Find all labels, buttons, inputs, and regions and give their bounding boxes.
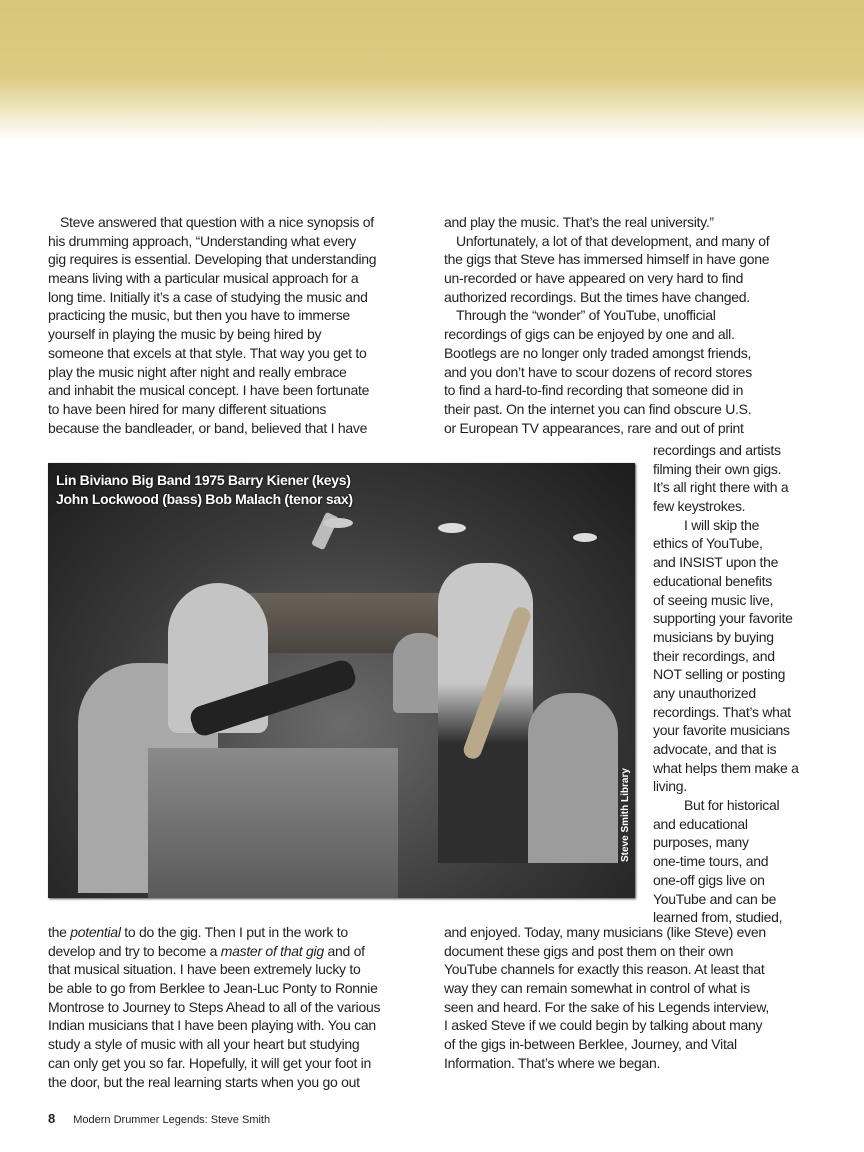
text-line: Steve answered that question with a nice synopsis of [60, 214, 374, 230]
text-line: Unfortunately, a lot of that development, and many of [456, 232, 770, 249]
text-line: his drumming approach, “Understanding what every [48, 232, 356, 249]
text-line: Bootlegs are no longer only traded amongst friends, [444, 344, 752, 361]
text-line: and inhabit the musical concept. I have been fortunate [48, 382, 370, 399]
text-line: their recordings, and [653, 647, 775, 664]
text-line: NOT selling or posting [653, 666, 786, 683]
band-photo [48, 463, 635, 898]
text-line: of the gigs in-between Berklee, Journey, and Vital [444, 1036, 737, 1053]
page-footer [48, 1111, 270, 1126]
text-line: recordings and artists [653, 442, 781, 458]
text-line: to have been hired for many different situations [48, 400, 327, 417]
text-line: But for historical [684, 797, 780, 814]
text-line: the door, but the real learning starts when you go out [48, 1073, 360, 1090]
text-line: one-off gigs live on [653, 871, 765, 888]
text-line: means living with a particular musical approach for a [48, 270, 359, 287]
text-line: and you don’t have to scour dozens of record stores [444, 363, 752, 380]
photo-credit: Steve Smith Library [620, 768, 631, 862]
text-span: and of [323, 942, 365, 959]
right-column-wrap [653, 441, 799, 927]
text-span: the [48, 924, 71, 940]
sax-player-right [528, 693, 618, 863]
text-line: because the bandleader, or band, believed that I have [48, 419, 368, 436]
text-line: long time. Initially it’s a case of studying the music and [48, 288, 368, 305]
right-column-top [444, 213, 769, 437]
text-line: It’s all right there with a [653, 479, 789, 496]
text-line [48, 942, 380, 961]
text-line: I will skip the [684, 516, 760, 533]
left-column-bottom [48, 923, 380, 1091]
text-line: and educational [653, 815, 748, 832]
text-line: Indian musicians that I have been playing with. You can [48, 1017, 376, 1034]
text-span: to do the gig. Then I put in the work to [120, 924, 348, 940]
text-line: supporting your favorite [653, 610, 793, 627]
text-line: yourself in playing the music by being hired by [48, 326, 322, 343]
emphasis: master of that gig [220, 942, 324, 959]
text-line: or European TV appearances, rare and out of print [444, 419, 744, 436]
text-line: your favorite musicians [653, 722, 790, 739]
text-line: living. [653, 778, 687, 795]
text-line: recordings. That’s what [653, 703, 791, 720]
text-line: any unauthorized [653, 684, 756, 701]
text-line: the gigs that Steve has immersed himself in have gone [444, 251, 770, 268]
text-line: can only get you so far. Hopefully, it will get your foot in [48, 1054, 372, 1071]
text-line: to find a hard-to-find recording that someone did in [444, 382, 744, 399]
text-line: Through the “wonder” of YouTube, unofficial [456, 307, 716, 324]
text-line: play the music night after night and really embrace [48, 363, 347, 380]
text-line: recordings of gigs can be enjoyed by one and all. [444, 326, 735, 343]
ceiling-light [323, 518, 353, 528]
text-line: YouTube and can be [653, 890, 777, 907]
publication-title: Modern Drummer Legends: Steve Smith [73, 1114, 271, 1126]
text-line: and INSIST upon the [653, 554, 779, 571]
page-number: 8 [48, 1111, 56, 1126]
text-line: seen and heard. For the sake of his Legends interview, [444, 998, 769, 1015]
caption-line: Lin Biviano Big Band 1975 Barry Kiener (keys) [56, 472, 351, 488]
text-line: filming their own gigs. [653, 460, 782, 477]
header-band [0, 0, 864, 140]
ceiling-light [573, 533, 597, 542]
text-line: that musical situation. I have been extremely lucky to [48, 961, 361, 978]
text-line: purposes, many [653, 834, 749, 851]
text-line: educational benefits [653, 572, 772, 589]
text-line: Information. That’s where we began. [444, 1054, 661, 1071]
text-line: un-recorded or have appeared on very hard to find [444, 270, 744, 287]
organ [148, 748, 398, 898]
text-line: study a style of music with all your heart but studying [48, 1036, 360, 1053]
text-line: way they can remain somewhat in control of what is [444, 980, 750, 997]
emphasis: potential [70, 924, 121, 940]
text-line: what helps them make a [653, 759, 799, 776]
text-line: and play the music. That’s the real university.” [444, 214, 714, 230]
text-line: of seeing music live, [653, 591, 774, 608]
text-line: learned from, studied, [653, 909, 783, 926]
text-line: few keystrokes. [653, 498, 746, 515]
caption-line: John Lockwood (bass) Bob Malach (tenor sax) [56, 491, 353, 507]
text-line: musicians by buying [653, 628, 774, 645]
text-line: I asked Steve if we could begin by talking about many [444, 1017, 763, 1034]
text-line: their past. On the internet you can find obscure U.S. [444, 400, 752, 417]
text-line: be able to go from Berklee to Jean-Luc Ponty to Ronnie [48, 980, 378, 997]
photo-caption [56, 471, 353, 509]
text-line: YouTube channels for exactly this reason. At least that [444, 961, 765, 978]
text-line: authorized recordings. But the times have changed. [444, 288, 750, 305]
text-line: gig requires is essential. Developing that understanding [48, 251, 377, 268]
text-line: Montrose to Journey to Steps Ahead to all of the various [48, 998, 381, 1015]
text-line [48, 923, 380, 942]
ceiling-light [438, 523, 466, 533]
text-line: practicing the music, but then you have to immerse [48, 307, 350, 324]
text-line: ethics of YouTube, [653, 535, 763, 552]
text-line: one-time tours, and [653, 853, 769, 870]
text-line: document these gigs and post them on their own [444, 942, 734, 959]
right-column-bottom [444, 923, 769, 1073]
text-line: and enjoyed. Today, many musicians (like Steve) even [444, 924, 766, 940]
text-line: advocate, and that is [653, 741, 777, 757]
text-span: develop and try to become a [48, 942, 221, 959]
left-column-top [48, 213, 376, 437]
text-line: someone that excels at that style. That way you get to [48, 344, 367, 361]
